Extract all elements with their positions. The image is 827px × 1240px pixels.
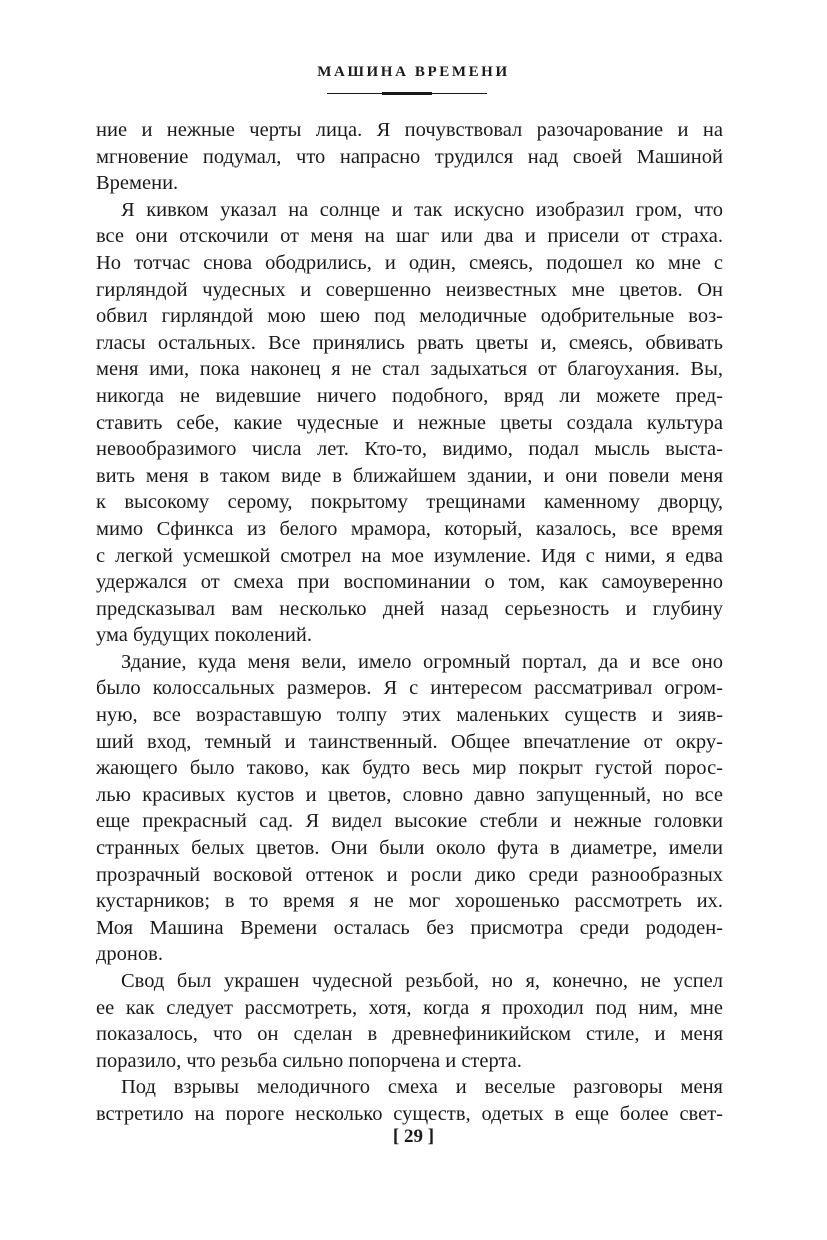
text-line: вить меня в таком виде в ближайшем здании, и они повели меня xyxy=(96,464,723,487)
text-line: прозрачный восковой оттенок и росли дико среди разнообразных xyxy=(96,863,723,886)
text-line: кустарников; в то время я не мог хорошенько рассмотреть их. xyxy=(96,890,723,913)
text-line: ума будущих поколений. xyxy=(96,624,312,647)
text-line: ную, все возраставшую толпу этих маленьких существ и зияв- xyxy=(96,704,723,727)
text-line: лью красивых кустов и цветов, словно давно запущенный, но все xyxy=(96,783,723,806)
text-line: гласы остальных. Все принялись рвать цветы и, смеясь, обвивать xyxy=(96,331,723,354)
text-line: обвил гирляндой мою шею под мелодичные одобрительные воз- xyxy=(96,305,723,328)
text-line: к высокому серому, покрытому трещинами каменному дворцу, xyxy=(96,491,723,514)
text-line: невообразимого числа лет. Кто-то, видимо, подал мысль выста- xyxy=(96,438,723,461)
text-line: никогда не видевшие ничего подобного, вряд ли можете пред- xyxy=(96,384,723,407)
text-line: дронов. xyxy=(96,943,163,966)
text-line: было колоссальных размеров. Я с интересом рассматривал огром- xyxy=(96,677,723,700)
text-line: Свод был украшен чудесной резьбой, но я, конечно, не успел xyxy=(121,970,723,992)
text-line: еще прекрасный сад. Я видел высокие стебли и нежные головки xyxy=(96,810,723,833)
text-line: с легкой усмешкой смотрел на мое изумление. Идя с ними, я едва xyxy=(96,544,723,567)
text-line: показалось, что он сделан в древнефиникийском стиле, и меня xyxy=(96,1023,723,1046)
text-line: поразило, что резьба сильно попорчена и стерта. xyxy=(96,1049,522,1072)
text-line: Я кивком указал на солнце и так искусно изобразил гром, что xyxy=(121,198,723,221)
text-line: Здание, куда меня вели, имело огромный портал, да и все оно xyxy=(121,650,723,673)
text-line: встретило на пороге несколько существ, одетых в еще более свет- xyxy=(96,1102,723,1125)
text-line: странных белых цветов. Они были около фута в диаметре, имели xyxy=(96,837,723,860)
body-text xyxy=(96,117,723,1128)
text-line: Моя Машина Времени осталась без присмотра среди рододен- xyxy=(96,916,723,939)
text-line: ставить себе, какие чудесные и нежные цветы создала культура xyxy=(96,411,723,434)
text-line: меня ими, пока наконец я не стал задыхаться от благоухания. Вы, xyxy=(96,358,723,381)
text-line: жающего было таково, как будто весь мир покрыт густой порос- xyxy=(96,757,723,780)
text-line: Времени. xyxy=(96,172,179,195)
text-line: предсказывал вам несколько дней назад серьезность и глубину xyxy=(96,597,723,620)
text-line: Но тотчас снова ободрились, и один, смеясь, подошел ко мне с xyxy=(96,251,723,274)
text-line: удержался от смеха при воспоминании о том, как самоуверенно xyxy=(96,571,723,594)
header-rule-accent xyxy=(382,92,432,95)
text-line: ее как следует рассмотреть, хотя, когда я проходил под ним, мне xyxy=(96,996,723,1019)
page-number: [ 29 ] xyxy=(392,1126,435,1147)
text-line: все они отскочили от меня на шаг или два и присели от страха. xyxy=(96,225,723,248)
text-line: мимо Сфинкса из белого мрамора, который, казалось, все время xyxy=(96,517,723,540)
text-line: ший вход, темный и таинственный. Общее впечатление от окру- xyxy=(96,730,723,753)
text-line: Под взрывы мелодичного смеха и веселые разговоры меня xyxy=(121,1076,723,1099)
text-line: гирляндой чудесных и совершенно неизвестных мне цветов. Он xyxy=(96,278,723,301)
text-line: ние и нежные черты лица. Я почувствовал разочарование и на xyxy=(96,119,723,141)
running-head-title: МАШИНА ВРЕМЕНИ xyxy=(317,64,510,80)
text-line: мгновение подумал, что напрасно трудился над своей Машиной xyxy=(96,145,723,168)
